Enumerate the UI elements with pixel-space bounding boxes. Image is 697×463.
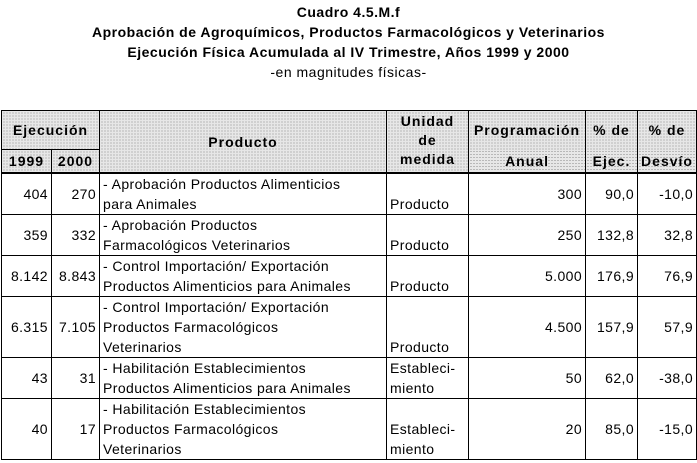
header-year-2000: 2000 <box>52 150 100 174</box>
header-ejecucion: Ejecución <box>2 111 100 150</box>
header-programacion: Programación <box>469 111 586 150</box>
cell-unidad <box>387 358 469 399</box>
cell-producto-line: Productos Alimenticios para Animales <box>103 278 351 294</box>
cell-pct-ejec: 90,0 <box>586 173 638 215</box>
cell-producto-line: - Control Importación/ Exportación <box>103 299 330 315</box>
cell-producto-line: Productos Alimenticios para Animales <box>103 380 351 396</box>
cell-unidad-line: Producto <box>390 196 450 212</box>
header-unidad: Unidad de medida <box>387 111 469 174</box>
cell-unidad <box>387 399 469 460</box>
cell-unidad-line: miento <box>390 380 435 396</box>
cell-programacion: 300 <box>469 173 586 215</box>
cell-producto <box>100 256 387 297</box>
table-units-note: -en magnitudes físicas- <box>270 64 427 80</box>
title-block <box>0 0 697 82</box>
cell-unidad <box>387 297 469 358</box>
cell-1999: 40 <box>2 399 52 460</box>
cell-pct-ejec: 157,9 <box>586 297 638 358</box>
table-title: Aprobación de Agroquímicos, Productos Farmacológicos y Veterinarios <box>92 24 605 40</box>
cell-2000: 31 <box>52 358 100 399</box>
cell-programacion: 4.500 <box>469 297 586 358</box>
header-producto: Producto <box>100 111 387 174</box>
table-row <box>2 215 697 256</box>
cell-pct-desvio: -10,0 <box>638 173 697 215</box>
cell-unidad-line: Producto <box>390 339 450 355</box>
cell-pct-ejec: 132,8 <box>586 215 638 256</box>
cell-producto-line: - Habilitación Establecimientos <box>103 401 307 417</box>
table-row <box>2 358 697 399</box>
header-pct-desvio-top: % de <box>638 111 697 150</box>
table-header <box>2 111 697 174</box>
cell-1999: 6.315 <box>2 297 52 358</box>
cell-producto-line: Productos Farmacológicos <box>103 421 279 437</box>
cell-2000: 270 <box>52 173 100 215</box>
cell-unidad <box>387 215 469 256</box>
cell-pct-ejec: 85,0 <box>586 399 638 460</box>
cell-2000: 7.105 <box>52 297 100 358</box>
cell-producto-line: para Animales <box>103 196 197 212</box>
cell-unidad-line: Producto <box>390 278 450 294</box>
cell-unidad-line: miento <box>390 441 435 457</box>
cell-programacion: 5.000 <box>469 256 586 297</box>
header-desvio: Desvío <box>638 150 697 174</box>
cell-2000: 17 <box>52 399 100 460</box>
header-ejec: Ejec. <box>586 150 638 174</box>
cell-unidad <box>387 173 469 215</box>
table-subtitle: Ejecución Física Acumulada al IV Trimestre, Años 1999 y 2000 <box>127 44 570 60</box>
cell-pct-desvio: -38,0 <box>638 358 697 399</box>
cell-1999: 359 <box>2 215 52 256</box>
table-body <box>2 173 697 460</box>
table-row <box>2 297 697 358</box>
cell-producto <box>100 358 387 399</box>
table-number: Cuadro 4.5.M.f <box>296 4 401 20</box>
cell-unidad <box>387 256 469 297</box>
cell-pct-ejec: 62,0 <box>586 358 638 399</box>
cell-pct-desvio: 32,8 <box>638 215 697 256</box>
cell-producto-line: - Control Importación/ Exportación <box>103 258 330 274</box>
cell-2000: 8.843 <box>52 256 100 297</box>
header-pct-ejec-top: % de <box>586 111 638 150</box>
header-anual: Anual <box>469 150 586 174</box>
header-year-1999: 1999 <box>2 150 52 174</box>
cell-producto <box>100 399 387 460</box>
cell-unidad-line: Producto <box>390 237 450 253</box>
cell-unidad-line: Estableci- <box>390 360 456 376</box>
cell-pct-desvio: -15,0 <box>638 399 697 460</box>
cell-producto <box>100 297 387 358</box>
cell-1999: 8.142 <box>2 256 52 297</box>
cell-1999: 404 <box>2 173 52 215</box>
cell-producto-line: Veterinarios <box>103 339 182 355</box>
cell-producto <box>100 215 387 256</box>
cell-unidad-line: Estableci- <box>390 421 456 437</box>
cell-producto-line: Productos Farmacológicos <box>103 319 279 335</box>
table-row <box>2 256 697 297</box>
cell-producto-line: - Aprobación Productos Alimenticios <box>103 176 341 192</box>
table-row <box>2 173 697 215</box>
cell-programacion: 50 <box>469 358 586 399</box>
table-row <box>2 399 697 460</box>
cell-producto-line: Veterinarios <box>103 441 182 457</box>
cell-producto-line: Farmacológicos Veterinarios <box>103 237 291 253</box>
cell-pct-ejec: 176,9 <box>586 256 638 297</box>
cell-producto-line: - Aprobación Productos <box>103 217 258 233</box>
execution-table <box>1 110 697 460</box>
cell-producto <box>100 173 387 215</box>
cell-pct-desvio: 76,9 <box>638 256 697 297</box>
cell-programacion: 250 <box>469 215 586 256</box>
cell-2000: 332 <box>52 215 100 256</box>
cell-1999: 43 <box>2 358 52 399</box>
cell-producto-line: - Habilitación Establecimientos <box>103 360 307 376</box>
cell-pct-desvio: 57,9 <box>638 297 697 358</box>
cell-programacion: 20 <box>469 399 586 460</box>
